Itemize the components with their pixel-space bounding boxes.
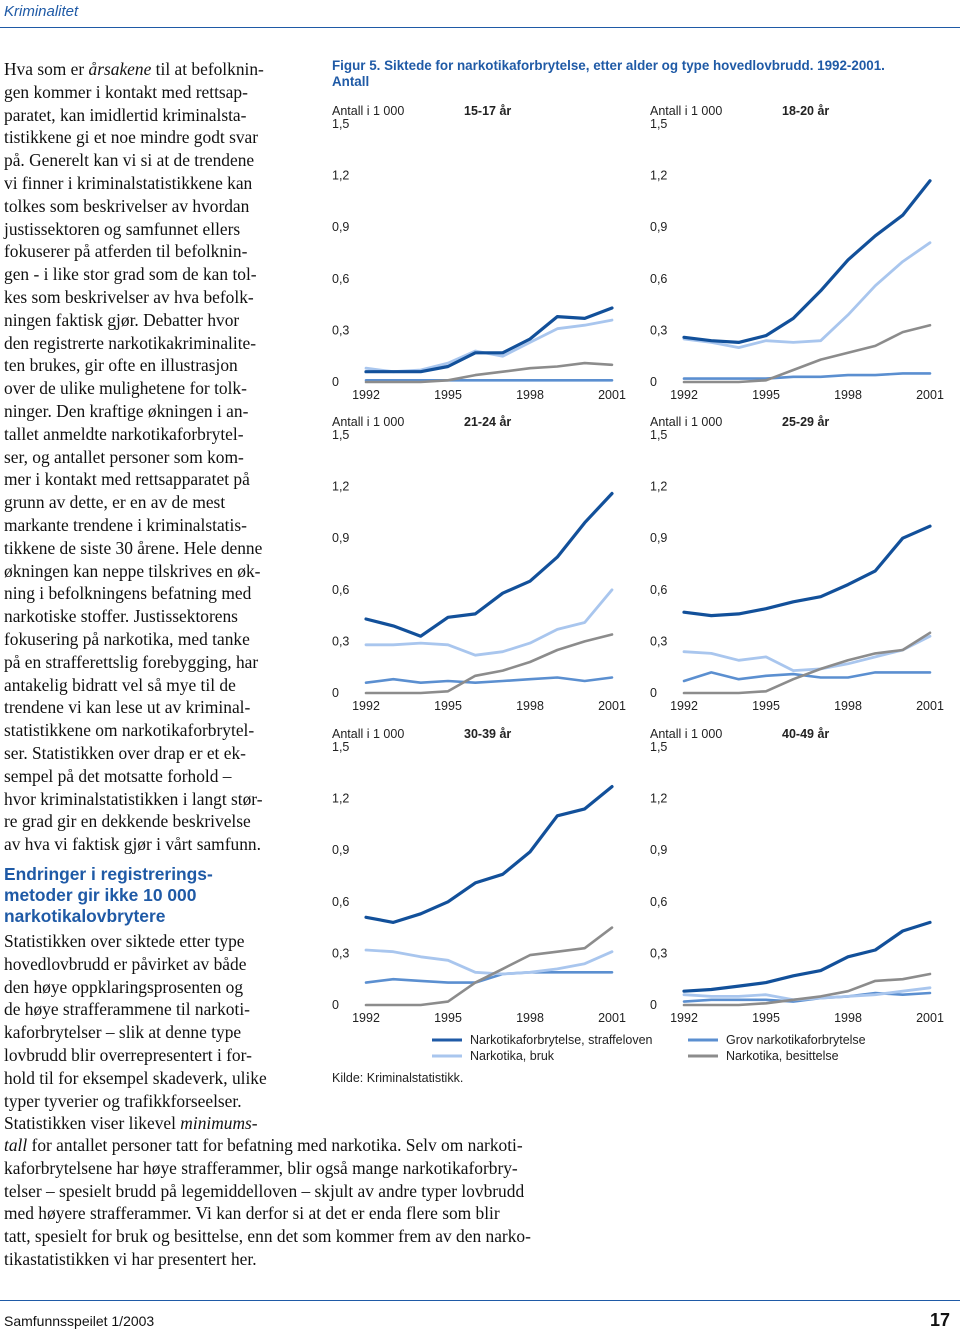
figure-title-line: Antall	[332, 74, 370, 89]
x-tick-label: 1995	[434, 1011, 462, 1025]
text-line: Statistikken over siktede etter type	[4, 931, 245, 951]
x-tick-label: 2001	[598, 699, 626, 713]
y-tick-label: 0,6	[332, 582, 350, 597]
text-line: statistikkene om narkotikaforbrytel-	[4, 720, 255, 741]
legend-label: Narkotikaforbrytelse, straffeloven	[470, 1033, 653, 1047]
y-tick-label: 1,5	[650, 117, 668, 131]
text-line: på en strafferettslig forebygging, har	[4, 651, 259, 672]
text-line: tikastatistikken vi har presentert her.	[4, 1248, 257, 1269]
text-line: kaforbrytelser – slik at denne type	[4, 1022, 242, 1043]
y-axis-label: Antall i 1 000	[650, 727, 723, 741]
y-axis-label: Antall i 1 000	[650, 104, 723, 118]
text-line: justissektoren og samfunnet ellers	[4, 218, 241, 239]
x-tick-label: 2001	[598, 1011, 626, 1025]
text-line: grunn av dette, er en av de mest	[4, 492, 226, 513]
x-tick-label: 1992	[352, 699, 380, 713]
series-line	[684, 373, 930, 378]
series-line	[366, 950, 612, 974]
series-line	[366, 494, 612, 637]
x-tick-label: 1995	[752, 1011, 780, 1025]
x-tick-label: 2001	[598, 388, 626, 402]
text-line: markante trendene i kriminalstatis-	[4, 514, 247, 535]
text-line: vi finner i kriminalstatistikkene kan	[4, 172, 253, 193]
y-tick-label: 1,2	[650, 168, 668, 183]
chart-title: 30-39 år	[464, 727, 512, 741]
text-line: sempel på det motsatte forhold –	[4, 765, 232, 786]
x-tick-label: 1992	[352, 1011, 380, 1025]
text-line: tatt, spesielt for bruk og besittelse, enn det som kommer frem av den narko-	[4, 1226, 531, 1247]
x-tick-label: 1995	[434, 388, 462, 402]
y-tick-label: 0	[332, 686, 339, 700]
text-line: kaforbrytelsene har høye strafferammer, blir også mange narkotikaforbry-	[4, 1157, 518, 1178]
y-tick-label: 1,5	[332, 428, 350, 442]
series-line	[684, 243, 930, 348]
legend-label: Narkotika, bruk	[470, 1049, 555, 1063]
text-line: antakelig bidratt vel så mye til de	[4, 674, 236, 695]
y-tick-label: 0,3	[332, 946, 350, 961]
text-line: paratet, kan imidlertid kriminalsta-	[4, 104, 247, 125]
chart-title: 15-17 år	[464, 104, 512, 118]
series-line	[366, 787, 612, 923]
page-number: 17	[929, 1310, 950, 1330]
x-tick-label: 1998	[834, 699, 862, 713]
text-line: re grad gir en dekkende beskrivelse	[4, 811, 251, 832]
x-tick-label: 1992	[670, 699, 698, 713]
y-tick-label: 0	[332, 375, 339, 389]
text-line: narkotiske stoffer. Justissektorens	[4, 606, 238, 627]
series-line	[684, 181, 930, 343]
y-tick-label: 0,3	[332, 634, 350, 649]
y-tick-label: 0,9	[332, 531, 350, 546]
legend-label: Grov narkotikaforbrytelse	[726, 1033, 866, 1047]
text-line: trendene vi kan lese ut av kriminal-	[4, 697, 251, 718]
series-line	[366, 308, 612, 372]
chart-title: 40-49 år	[782, 727, 830, 741]
text-line: hovedlovbrudd er påvirket av både	[4, 953, 247, 974]
text-line: ten brukes, gir ofte en illustrasjon	[4, 355, 238, 376]
text-line: hvor kriminalstatistikken i langt stør-	[4, 788, 263, 809]
series-line	[366, 678, 612, 683]
x-tick-label: 1998	[516, 388, 544, 402]
y-tick-label: 1,5	[332, 740, 350, 754]
text-line: mer i kontakt med rettsapparatet på	[4, 469, 250, 490]
subheading-line: Endringer i registrerings-	[4, 864, 213, 884]
text-line: tallet anmeldte narkotikaforbrytel-	[4, 423, 244, 444]
text-line: ninger. Den kraftige økningen i an-	[4, 400, 249, 421]
text-line: ser, og antallet personer som kom-	[4, 446, 244, 467]
text-line: telser – spesielt brudd på legemiddelloven – skjult av andre typer lovbrudd	[4, 1180, 525, 1201]
text-line: tall for antallet personer tatt for befatning med narkotika. Selv om narkoti-	[4, 1135, 523, 1155]
y-tick-label: 0,3	[332, 323, 350, 338]
x-tick-label: 1995	[434, 699, 462, 713]
text-line: over de ulike mulighetene for tolk-	[4, 378, 247, 399]
chart-title: 21-24 år	[464, 415, 512, 429]
section-label: Kriminalitet	[4, 3, 79, 20]
y-tick-label: 1,2	[332, 168, 350, 183]
text-line: den høye oppklaringsprosenten og	[4, 976, 244, 997]
text-line: ser. Statistikken over drap er et ek-	[4, 742, 246, 763]
x-tick-label: 1995	[752, 388, 780, 402]
subheading-line: metoder gir ikke 10 000	[4, 885, 197, 905]
text-line: på. Generelt kan vi si at de trendene	[4, 150, 255, 171]
y-axis-label: Antall i 1 000	[650, 415, 723, 429]
y-tick-label: 1,5	[650, 428, 668, 442]
x-tick-label: 2001	[916, 388, 944, 402]
y-tick-label: 0	[650, 686, 657, 700]
bottom-rule	[0, 1300, 960, 1301]
text-line: fokuserer på atferden til befolknin-	[4, 241, 248, 262]
series-line	[684, 636, 930, 670]
text-line: Hva som er årsakene til at befolknin-	[4, 59, 264, 79]
y-tick-label: 0,9	[650, 843, 668, 858]
y-tick-label: 0,3	[650, 323, 668, 338]
subheading-line: narkotikalovbrytere	[4, 906, 166, 926]
text-line: gen kommer i kontakt med rettsap-	[4, 81, 248, 102]
y-tick-label: 0,6	[332, 271, 350, 286]
y-axis-label: Antall i 1 000	[332, 104, 405, 118]
chart-title: 25-29 år	[782, 415, 830, 429]
legend-label: Narkotika, besittelse	[726, 1049, 839, 1063]
y-tick-label: 0,6	[650, 894, 668, 909]
y-tick-label: 0,3	[650, 634, 668, 649]
text-line: den registrerte narkotikakriminalite-	[4, 332, 257, 353]
y-tick-label: 0,6	[650, 582, 668, 597]
text-line: tolkes som beskrivelser av hvordan	[4, 195, 250, 216]
text-line: lovbrudd blir overrepresentert i for-	[4, 1044, 252, 1065]
y-tick-label: 0,9	[332, 843, 350, 858]
text-line: med høyere strafferammer. Vi kan derfor si at det er enda flere som blir	[4, 1203, 500, 1224]
x-tick-label: 1998	[516, 699, 544, 713]
series-line	[684, 526, 930, 615]
y-tick-label: 1,2	[332, 791, 350, 806]
text-line: ningen faktisk gjør. Debatter hvor	[4, 309, 240, 330]
y-tick-label: 1,2	[650, 479, 668, 494]
text-line: kes som beskrivelser av hva befolk-	[4, 286, 254, 307]
y-tick-label: 0,9	[332, 220, 350, 235]
y-tick-label: 0,6	[650, 271, 668, 286]
footer-journal: Samfunnsspeilet 1/2003	[4, 1313, 155, 1329]
text-line: de høye strafferammene til narkoti-	[4, 999, 250, 1020]
x-tick-label: 1992	[670, 388, 698, 402]
x-tick-label: 1998	[516, 1011, 544, 1025]
y-tick-label: 1,2	[650, 791, 668, 806]
y-tick-label: 1,5	[332, 117, 350, 131]
y-tick-label: 0	[650, 375, 657, 389]
figure-source: Kilde: Kriminalstatistikk.	[332, 1071, 464, 1085]
y-tick-label: 1,2	[332, 479, 350, 494]
x-tick-label: 1992	[670, 1011, 698, 1025]
x-tick-label: 1998	[834, 1011, 862, 1025]
x-tick-label: 1998	[834, 388, 862, 402]
text-line: typer tyverier og trafikkforseelser.	[4, 1090, 242, 1111]
figure-title-line: Figur 5. Siktede for narkotikaforbrytelse, etter alder og type hovedlovbrudd. 1992-2001.	[332, 58, 885, 73]
x-tick-label: 2001	[916, 1011, 944, 1025]
series-line	[684, 633, 930, 693]
text-line: tikkene de siste 30 årene. Hele denne	[4, 537, 263, 558]
y-tick-label: 0,9	[650, 220, 668, 235]
x-tick-label: 1992	[352, 388, 380, 402]
y-tick-label: 1,5	[650, 740, 668, 754]
text-line: gen - i like stor grad som de kan tol-	[4, 264, 257, 285]
x-tick-label: 2001	[916, 699, 944, 713]
y-tick-label: 0,9	[650, 531, 668, 546]
text-line: fokusering på narkotika, med tanke	[4, 628, 250, 649]
text-line: hold til for eksempel skadeverk, ulike	[4, 1067, 267, 1088]
text-line: av hva vi faktisk gjør i vårt samfunn.	[4, 834, 261, 855]
y-axis-label: Antall i 1 000	[332, 727, 405, 741]
y-axis-label: Antall i 1 000	[332, 415, 405, 429]
chart-title: 18-20 år	[782, 104, 830, 118]
y-tick-label: 0,6	[332, 894, 350, 909]
text-line: økningen kan neppe tilskrives en øk-	[4, 560, 261, 581]
text-line: Statistikken viser likevel minimums-	[4, 1113, 258, 1134]
text-line: tistikkene gi et noe mindre godt svar	[4, 127, 259, 148]
y-tick-label: 0	[650, 998, 657, 1012]
text-line: ning i befolkningens befatning med	[4, 583, 252, 604]
x-tick-label: 1995	[752, 699, 780, 713]
y-tick-label: 0,3	[650, 946, 668, 961]
y-tick-label: 0	[332, 998, 339, 1012]
